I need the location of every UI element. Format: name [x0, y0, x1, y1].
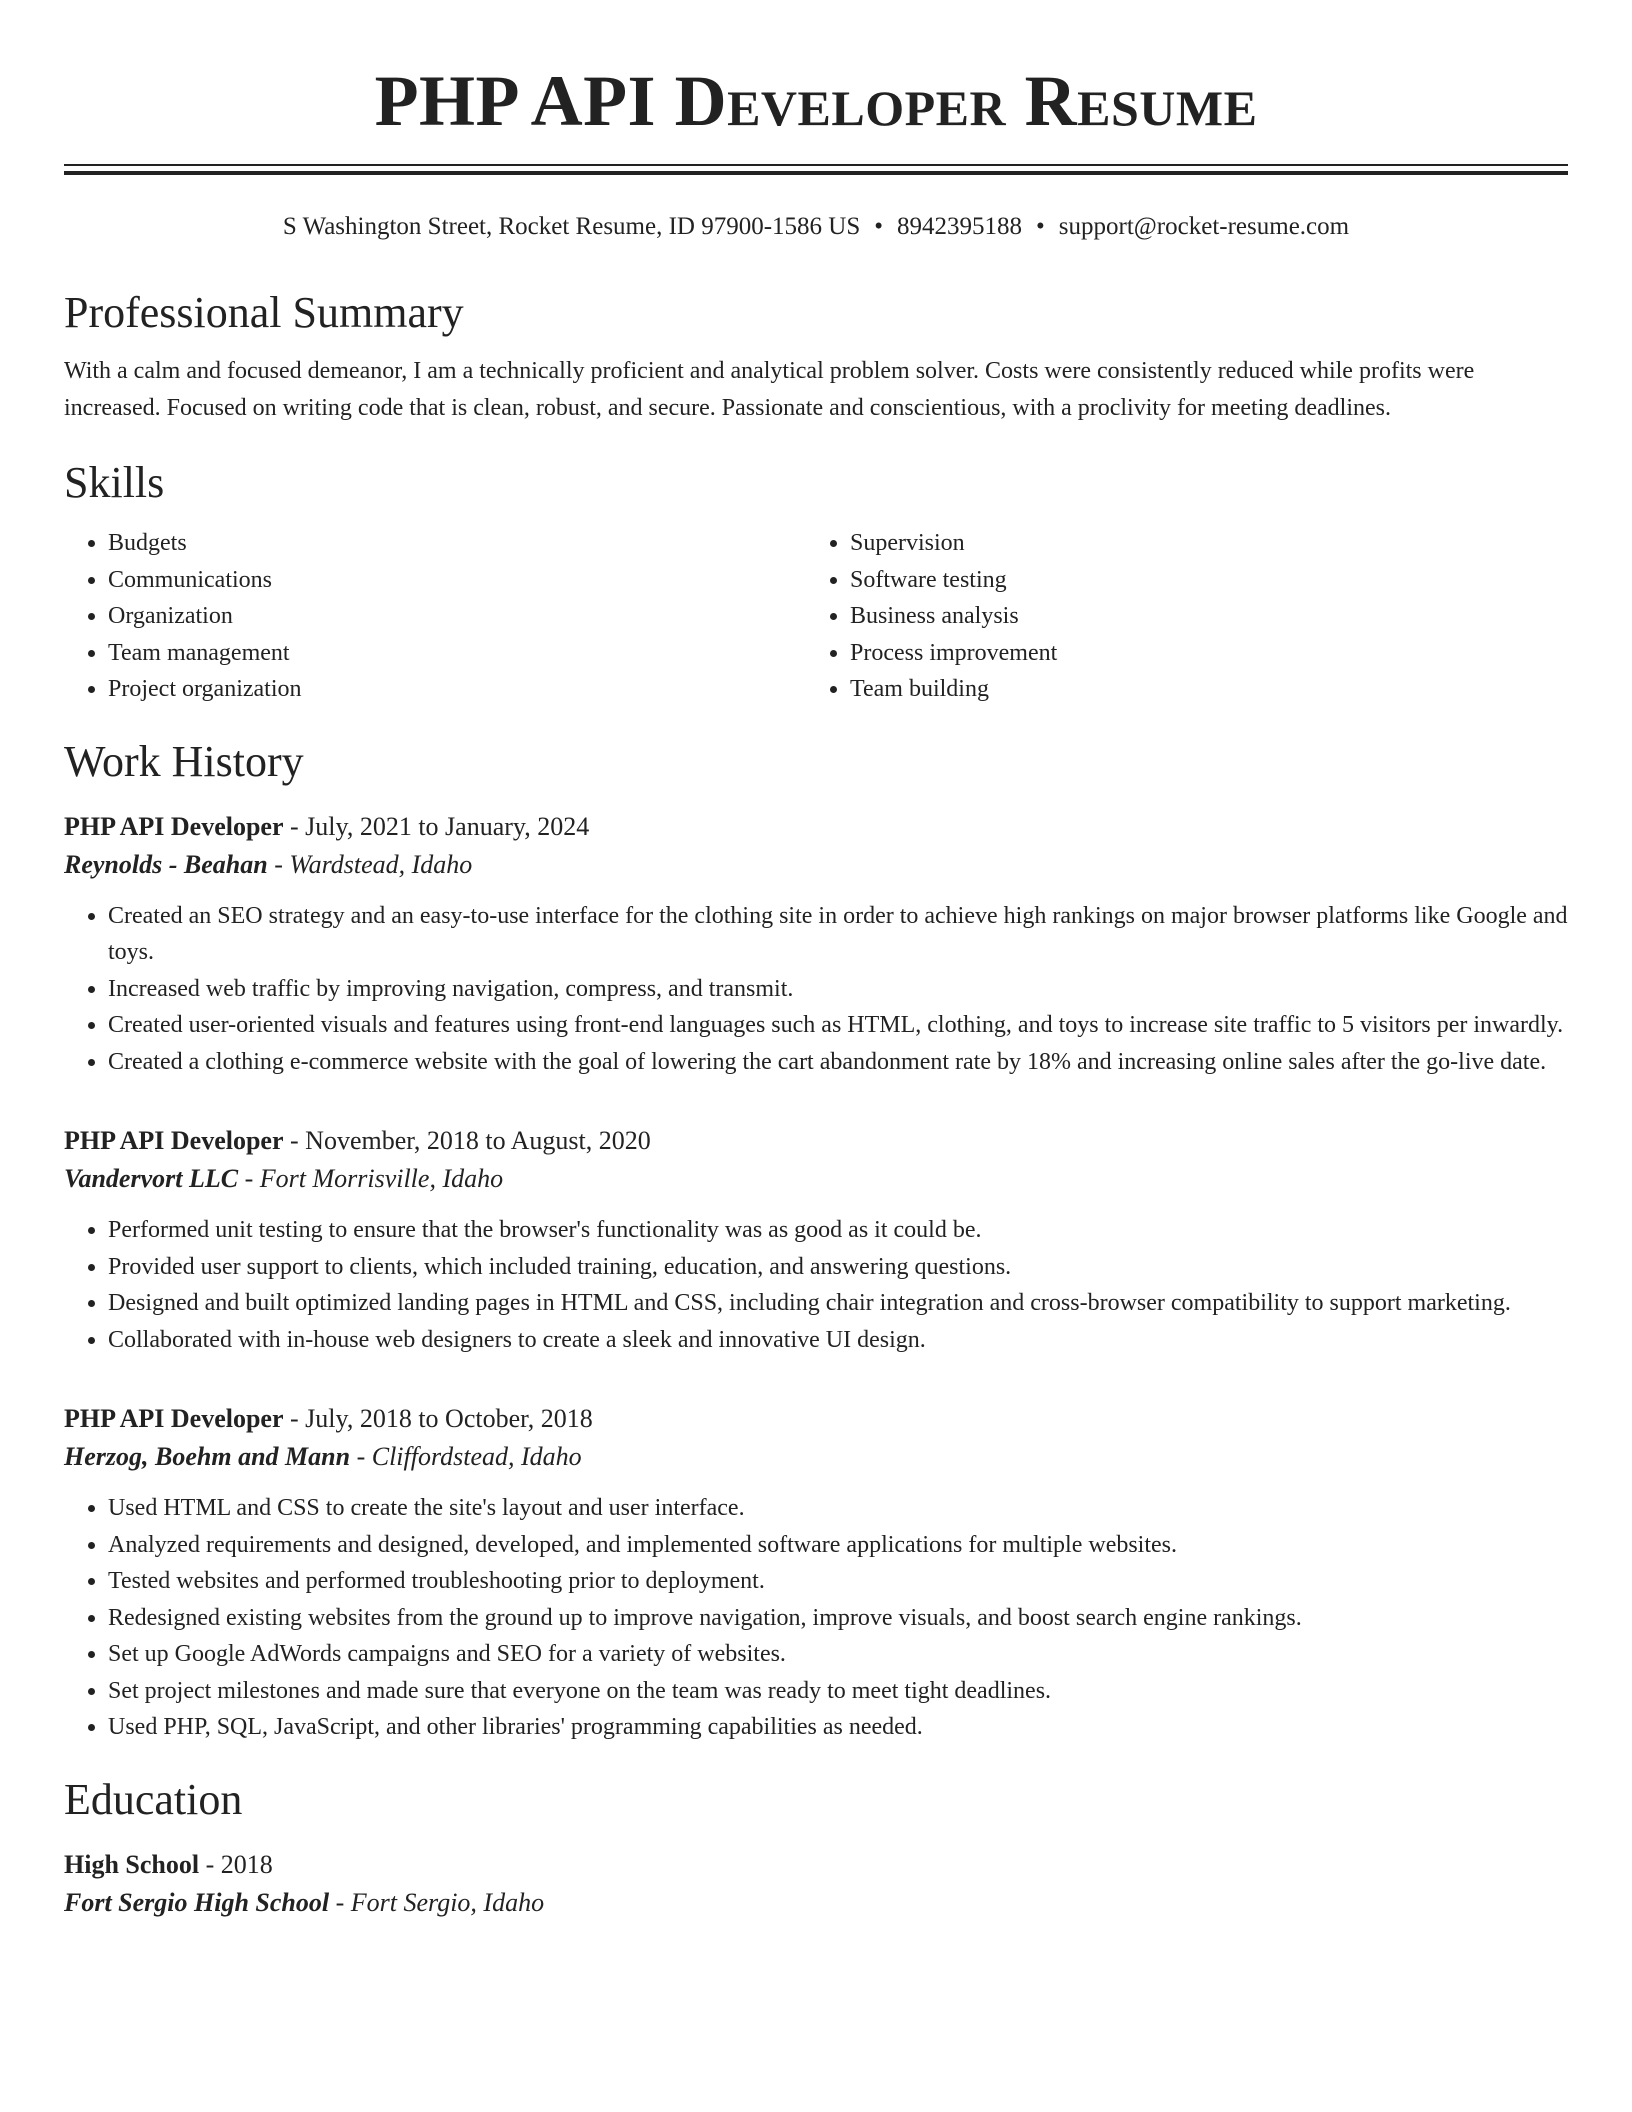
contact-email: support@rocket-resume.com: [1058, 213, 1350, 240]
education-location: - Fort Sergio, Idaho: [329, 1887, 545, 1917]
job-bullet: • Provided user support to clients, which included training, education, and answering questions.: [108, 1249, 1568, 1286]
job-bullet: • Used PHP, SQL, JavaScript, and other libraries' programming capabilities as needed.: [108, 1709, 1568, 1746]
job-entry: [64, 1122, 1568, 1358]
job-title-line: [64, 1122, 1568, 1160]
job-entry: [64, 808, 1568, 1081]
job-bullet: • Created an SEO strategy and an easy-to-use interface for the clothing site in order to achieve high rankings on major browser platforms like Google and toys.: [108, 898, 1568, 971]
skills-column-left: [64, 525, 806, 708]
job-bullets: [64, 1212, 1568, 1358]
resume-title: PHP API Developer Resume: [374, 61, 1258, 141]
education-heading: Education: [64, 1774, 243, 1824]
job-company-line: [64, 846, 1568, 884]
skill-item: • Project organization: [108, 671, 806, 708]
job-bullet: • Created a clothing e-commerce website with the goal of lowering the cart abandonment rate by 18% and increasing online sales after the go-live date.: [108, 1044, 1568, 1081]
job-bullet: • Increased web traffic by improving navigation, compress, and transmit.: [108, 971, 1568, 1008]
skill-item: • Software testing: [850, 562, 1548, 599]
skill-item: • Team management: [108, 635, 806, 672]
work-history-heading: Work History: [64, 736, 304, 786]
job-bullet: • Collaborated with in-house web designers to create a sleek and innovative UI design.: [108, 1322, 1568, 1359]
job-company: Herzog, Boehm and Mann: [64, 1442, 351, 1471]
job-bullet: • Tested websites and performed troubleshooting prior to deployment.: [108, 1563, 1568, 1600]
job-company: Vandervort LLC: [64, 1164, 239, 1193]
job-title-line: [64, 1400, 1568, 1438]
contact-separator: •: [874, 213, 884, 240]
job-title-line: [64, 808, 1568, 846]
skill-item: • Organization: [108, 598, 806, 635]
job-bullet: • Performed unit testing to ensure that the browser's functionality was as good as it could be.: [108, 1212, 1568, 1249]
job-location: - Cliffordstead, Idaho: [350, 1442, 582, 1471]
education-year: - 2018: [199, 1849, 273, 1879]
contact-separator: •: [1036, 213, 1045, 240]
summary-heading: Professional Summary: [64, 288, 464, 337]
skill-item: • Communications: [108, 562, 806, 599]
job-company: Reynolds - Beahan: [64, 849, 268, 879]
job-bullets: [64, 1490, 1568, 1746]
skill-item: • Team building: [850, 671, 1548, 708]
job-dates: - July, 2018 to October, 2018: [283, 1404, 593, 1433]
job-dates: - July, 2021 to January, 2024: [283, 811, 590, 841]
education-school-line: [64, 1884, 1568, 1922]
job-title: PHP API Developer: [64, 1126, 284, 1155]
education-degree-line: [64, 1846, 1568, 1884]
skills-column-right: [806, 525, 1548, 708]
job-location: - Wardstead, Idaho: [267, 849, 473, 879]
contact-address: S Washington Street, Rocket Resume, ID 97900-1586 US: [282, 213, 861, 240]
job-company-line: [64, 1438, 1568, 1476]
title-divider: [64, 164, 1568, 175]
job-bullet: • Set project milestones and made sure that everyone on the team was ready to meet tight deadlines.: [108, 1673, 1568, 1710]
contact-phone: 8942395188: [897, 213, 1023, 240]
skill-item: • Business analysis: [850, 598, 1548, 635]
job-location: - Fort Morrisville, Idaho: [238, 1164, 504, 1193]
job-entry: [64, 1400, 1568, 1746]
skill-item: • Budgets: [108, 525, 806, 562]
skill-item: • Supervision: [850, 525, 1548, 562]
job-title: PHP API Developer: [64, 811, 284, 841]
skills-list: [64, 525, 1568, 708]
job-bullet: • Analyzed requirements and designed, developed, and implemented software applications for multiple websites.: [108, 1527, 1568, 1564]
job-bullet: • Created user-oriented visuals and features using front-end languages such as HTML, clothing, and toys to increase site traffic to 5 visitors per inwardly.: [108, 1007, 1568, 1044]
education-school: Fort Sergio High School: [64, 1887, 330, 1917]
skills-heading: Skills: [64, 458, 165, 507]
education-degree: High School: [64, 1849, 200, 1879]
summary-text: With a calm and focused demeanor, I am a technically proficient and analytical problem solver. Costs were consistently reduced while profits were increased. Focused on writing code that is clean, robust, and secure. Passionate and conscientious, with a proclivity for meeting deadlines.: [64, 358, 1475, 421]
skill-item: • Process improvement: [850, 635, 1548, 672]
job-bullets: [64, 898, 1568, 1081]
job-bullet: • Used HTML and CSS to create the site's layout and user interface.: [108, 1490, 1568, 1527]
education-entry: [64, 1846, 1568, 1922]
job-dates: - November, 2018 to August, 2020: [283, 1126, 651, 1155]
job-company-line: [64, 1160, 1568, 1198]
job-title: PHP API Developer: [64, 1404, 284, 1433]
job-bullet: • Designed and built optimized landing pages in HTML and CSS, including chair integration and cross-browser compatibility to support marketing.: [108, 1285, 1568, 1322]
job-bullet: • Redesigned existing websites from the ground up to improve navigation, improve visuals, and boost search engine rankings.: [108, 1600, 1568, 1637]
contact-line: [64, 211, 1568, 243]
job-bullet: • Set up Google AdWords campaigns and SEO for a variety of websites.: [108, 1636, 1568, 1673]
